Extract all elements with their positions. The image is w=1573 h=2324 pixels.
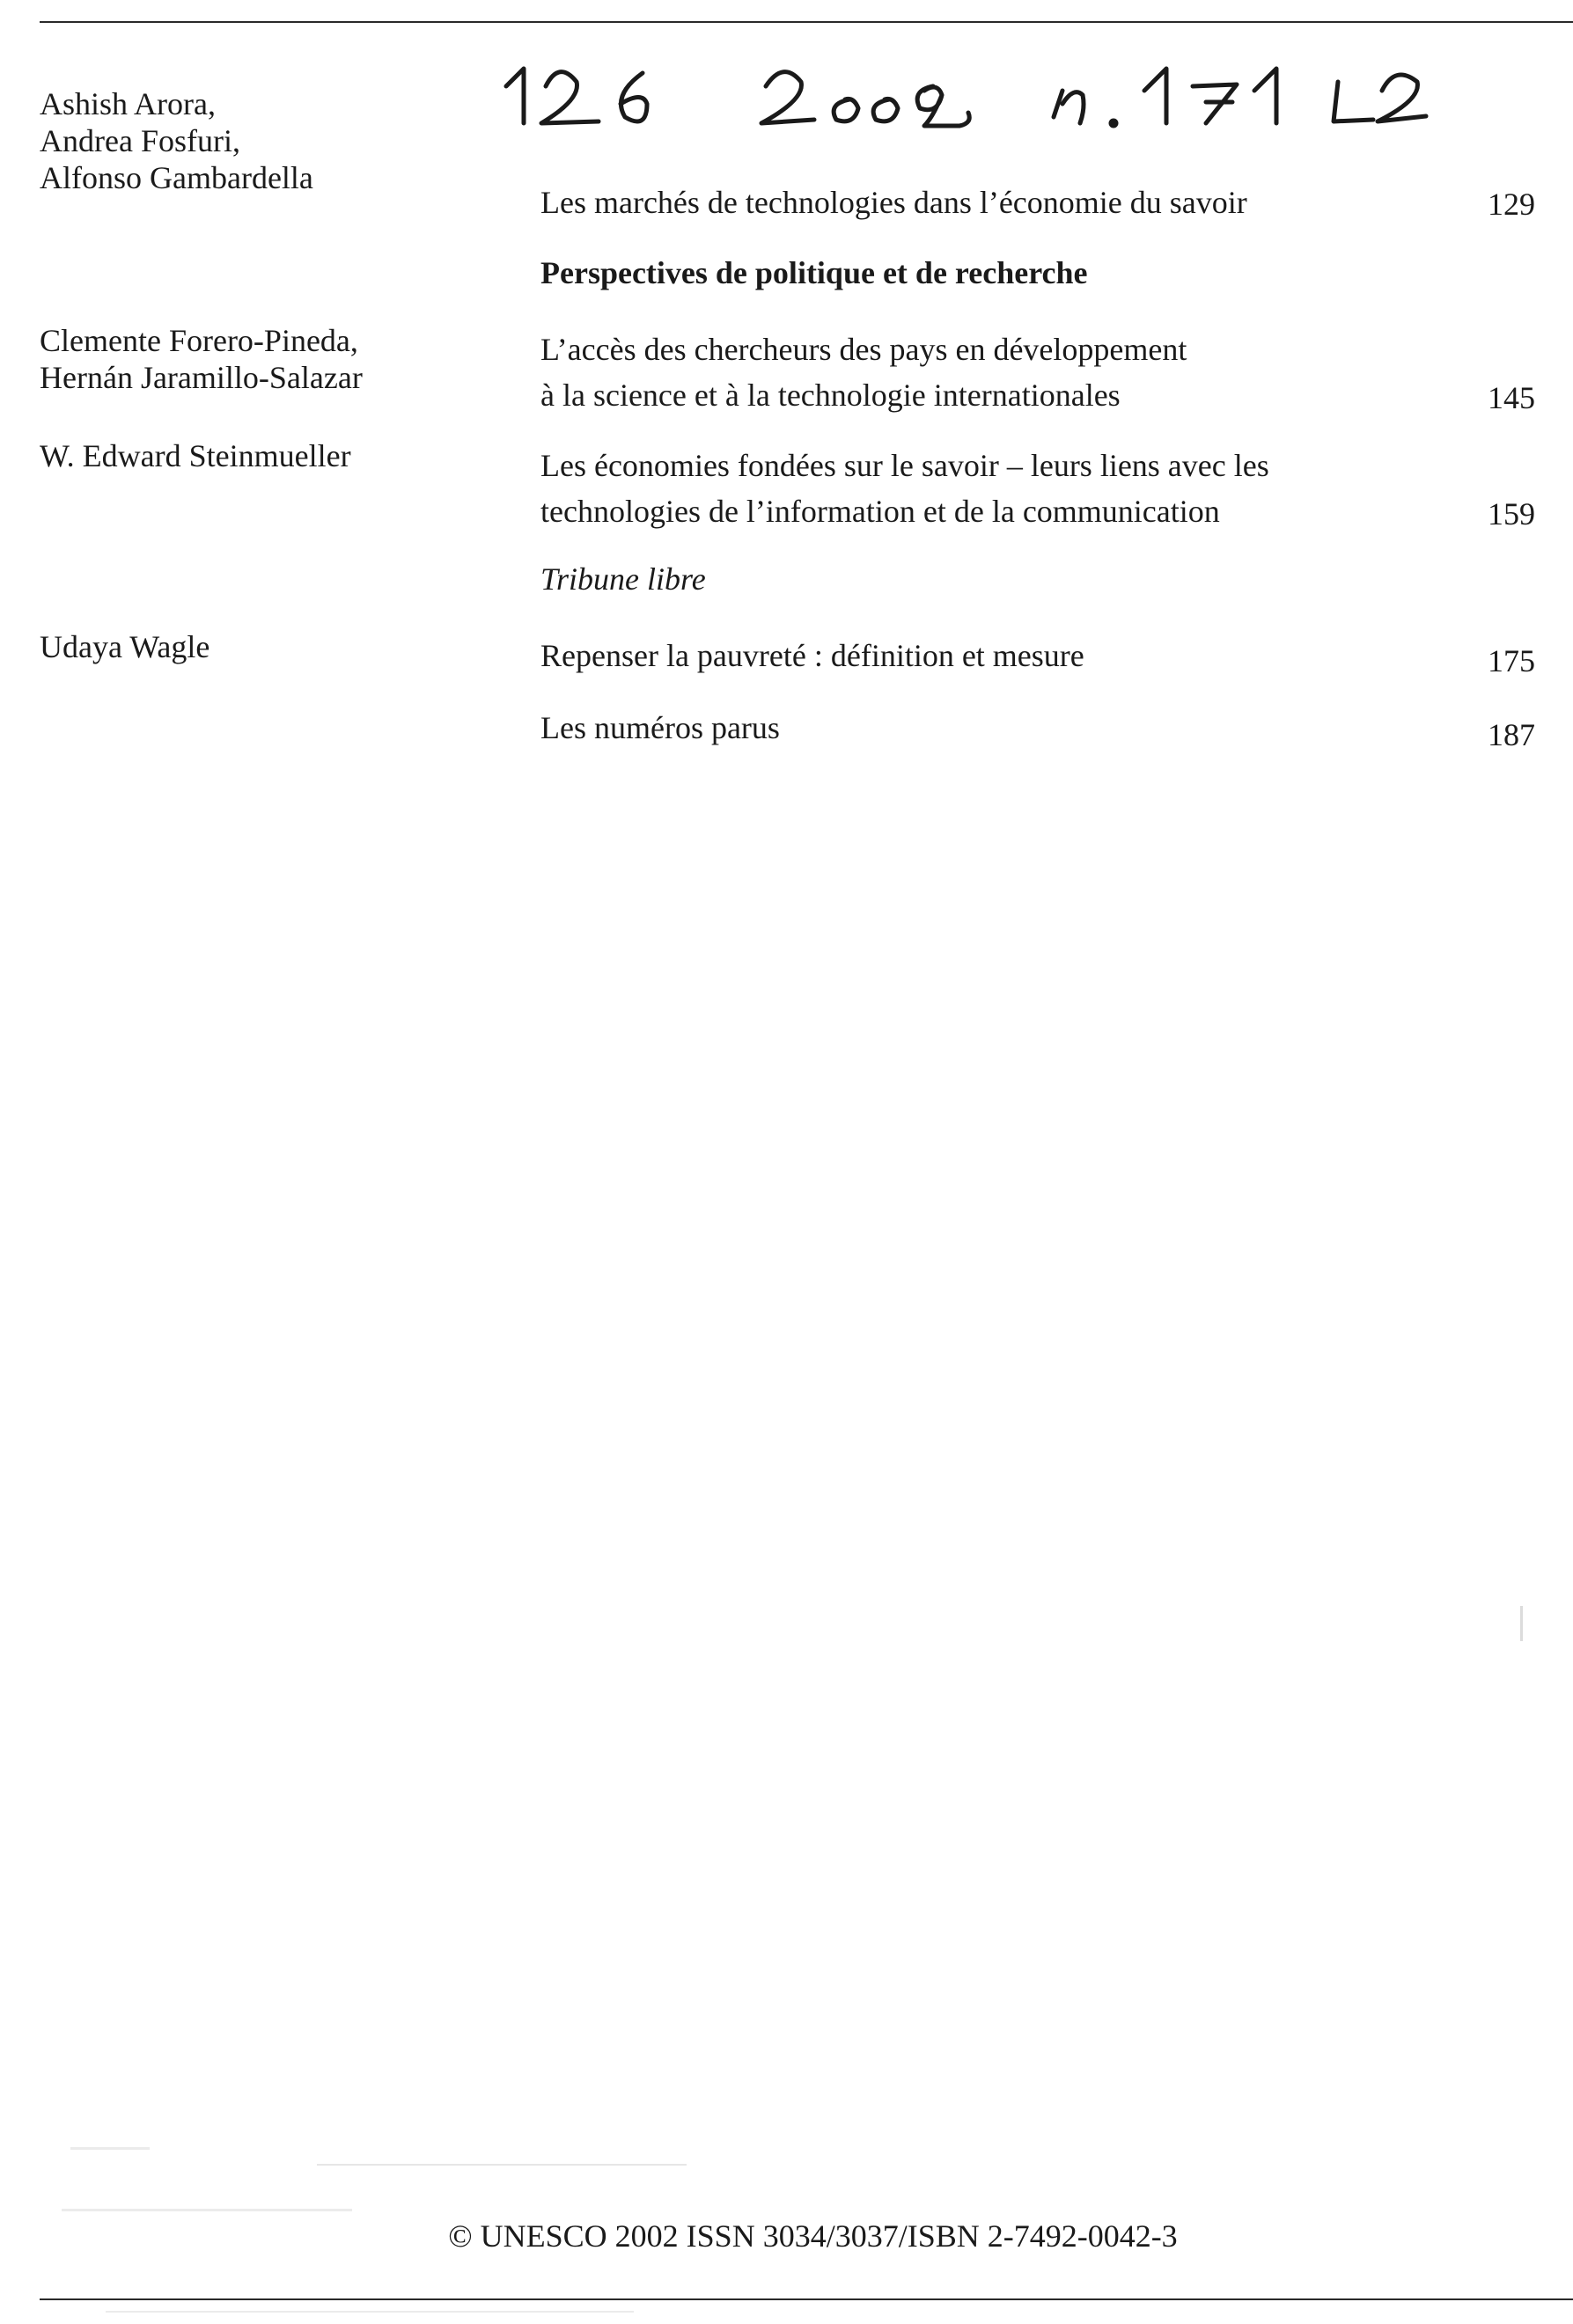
copyright-footer: © UNESCO 2002 ISSN 3034/3037/ISBN 2-7492-0042-3 bbox=[448, 2218, 1178, 2254]
scan-noise bbox=[106, 2311, 634, 2313]
author-name: Ashish Arora, bbox=[40, 86, 216, 121]
handwritten-annotation bbox=[497, 51, 1430, 139]
article-title-acces bbox=[540, 326, 1187, 418]
author-name: Clemente Forero-Pineda, bbox=[40, 323, 358, 358]
section-heading-perspectives: Perspectives de politique et de recherche bbox=[540, 255, 1088, 290]
page-number: 175 bbox=[1488, 643, 1535, 678]
page-number: 145 bbox=[1488, 380, 1535, 415]
author-name: Udaya Wagle bbox=[40, 629, 210, 664]
title-line: Les numéros parus bbox=[540, 710, 780, 745]
author-name: Andrea Fosfuri, bbox=[40, 123, 240, 158]
article-title-economies bbox=[540, 443, 1269, 534]
author-name: Hernán Jaramillo-Salazar bbox=[40, 360, 363, 395]
author-block-forero bbox=[40, 322, 363, 396]
article-title-pauvrete bbox=[540, 633, 1084, 678]
scan-noise bbox=[1520, 1606, 1523, 1641]
title-line: L’accès des chercheurs des pays en développement bbox=[540, 332, 1187, 367]
article-title-numeros-parus bbox=[540, 705, 780, 751]
author-block-wagle bbox=[40, 628, 209, 665]
title-line: Les marchés de technologies dans l’économie du savoir bbox=[540, 185, 1247, 220]
author-name: W. Edward Steinmueller bbox=[40, 438, 351, 473]
title-line: technologies de l’information et de la communication bbox=[540, 494, 1220, 529]
top-rule bbox=[40, 21, 1573, 23]
page-number: 187 bbox=[1488, 717, 1535, 752]
section-heading-tribune-libre: Tribune libre bbox=[540, 561, 706, 597]
author-block-steinmueller bbox=[40, 437, 351, 474]
author-name: Alfonso Gambardella bbox=[40, 160, 313, 195]
title-line: Repenser la pauvreté : définition et mesure bbox=[540, 638, 1084, 673]
scan-noise bbox=[317, 2164, 687, 2166]
scan-noise bbox=[70, 2147, 150, 2150]
title-line: Les économies fondées sur le savoir – leurs liens avec les bbox=[540, 448, 1269, 483]
page-number: 129 bbox=[1488, 187, 1535, 222]
author-block-arora bbox=[40, 85, 313, 196]
title-line: à la science et à la technologie internationales bbox=[540, 378, 1121, 413]
article-title-marches bbox=[540, 180, 1247, 225]
page-number: 159 bbox=[1488, 496, 1535, 532]
bottom-rule bbox=[40, 2298, 1573, 2300]
scan-noise bbox=[62, 2209, 352, 2211]
